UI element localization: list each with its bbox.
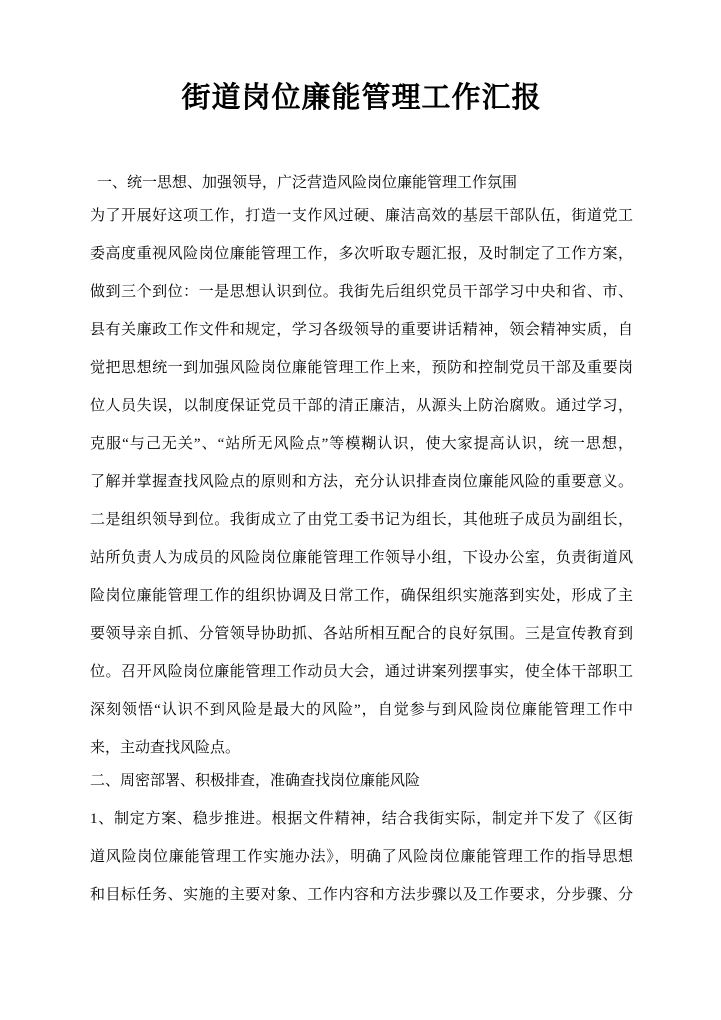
text-line: 来，主动查找风险点。: [90, 740, 241, 756]
paragraph-2: [90, 800, 633, 914]
text-line: 了解并掌握查找风险点的原则和方法，充分认识排查岗位廉能风险的重要意义。: [90, 474, 633, 490]
text-line: 为了开展好这项工作，打造一支作风过硬、廉洁高效的基层干部队伍，街道党工: [90, 208, 633, 224]
paragraph-1: [90, 197, 633, 767]
text-line: 委高度重视风险岗位廉能管理工作，多次听取专题汇报，及时制定了工作方案，: [90, 246, 633, 262]
text-line: 觉把思想统一到加强风险岗位廉能管理工作上来，预防和控制党员干部及重要岗: [90, 360, 633, 376]
document-content: [90, 0, 633, 914]
text-line: 位。召开风险岗位廉能管理工作动员大会，通过讲案列摆事实，使全体干部职工: [90, 664, 633, 680]
text-line: 县有关廉政工作文件和规定，学习各级领导的重要讲话精神，领会精神实质，自: [90, 322, 633, 338]
section-heading-2: 二、周密部署、积极排查，准确查找岗位廉能风险: [90, 773, 421, 789]
text-line: 深刻领悟“认识不到风险是最大的风险”，自觉参与到风险岗位廉能管理工作中: [90, 702, 633, 718]
text-line: 二是组织领导到位。我街成立了由党工委书记为组长，其他班子成员为副组长，: [90, 512, 633, 528]
text-line: 险岗位廉能管理工作的组织协调及日常工作，确保组织实施落到实处，形成了主: [90, 588, 633, 604]
text-line: 做到三个到位：一是思想认识到位。我街先后组织党员干部学习中央和省、市、: [90, 284, 633, 300]
text-line: 要领导亲自抓、分管领导协助抓、各站所相互配合的良好氛围。三是宣传教育到: [90, 626, 633, 642]
section-heading-1: 一、统一思想、加强领导，广泛营造风险岗位廉能管理工作氛围: [97, 175, 518, 191]
text-line: 道风险岗位廉能管理工作实施办法》，明确了风险岗位廉能管理工作的指导思想: [90, 849, 633, 865]
text-line: 克服“与己无关”、“站所无风险点”等模糊认识，使大家提高认识，统一思想，: [90, 436, 633, 452]
text-line: 位人员失误，以制度保证党员干部的清正廉洁，从源头上防治腐败。通过学习，: [90, 398, 633, 414]
text-line: 和目标任务、实施的主要对象、工作内容和方法步骤以及工作要求，分步骤、分: [90, 887, 633, 903]
document-title: 街道岗位廉能管理工作汇报: [181, 82, 542, 114]
text-line: 站所负责人为成员的风险岗位廉能管理工作领导小组，下设办公室，负责街道风: [90, 550, 633, 566]
text-line: 1、制定方案、稳步推进。根据文件精神，结合我街实际，制定并下发了《区街: [90, 811, 633, 827]
